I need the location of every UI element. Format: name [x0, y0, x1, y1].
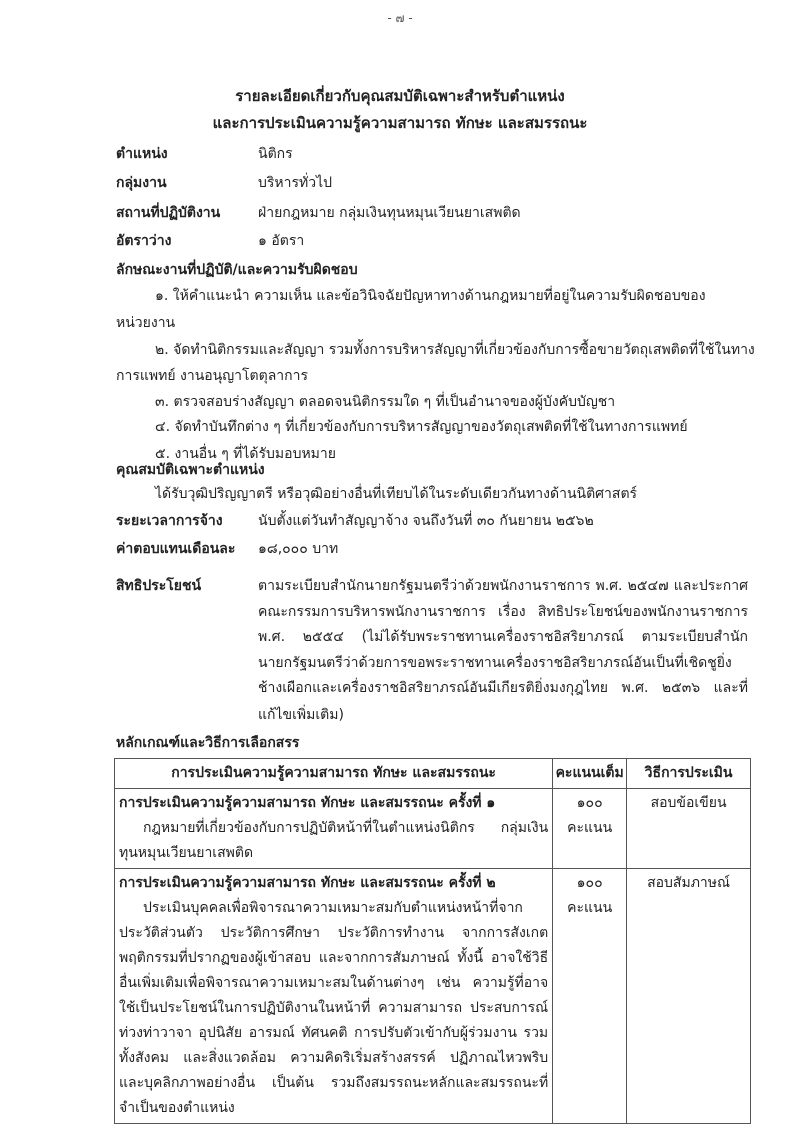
position-label: ตำแหน่ง [116, 146, 168, 162]
assessment-cell [115, 869, 553, 1124]
page-number: - ๗ - [387, 11, 413, 25]
score-cell [553, 789, 627, 869]
benefits-line: ตามระเบียบสำนักนายกรัฐมนตรีว่าด้วยพนักงานราชการ พ.ศ. ๒๕๔๗ และประกาศ [258, 578, 748, 594]
duty-item-cont: หน่วยงาน [116, 315, 176, 331]
assessment-cell [115, 789, 553, 869]
method-cell: สอบข้อเขียน [627, 789, 751, 869]
duty-item: ๑. ให้คำแนะนำ ความเห็น และข้อวินิจฉัยปัญหาทางด้านกฎหมายที่อยู่ในความรับผิดชอบของ [155, 288, 706, 304]
column-header: วิธีการประเมิน [627, 759, 751, 789]
duty-item: ๓. ตรวจสอบร่างสัญญา ตลอดจนนิติกรรมใด ๆ ที่เป็นอำนาจของผู้บังคับบัญชา [155, 394, 616, 410]
pay-value: ๑๘,๐๐๐ บาท [258, 541, 339, 557]
duty-item-cont: การแพทย์ งานอนุญาโตตุลาการ [116, 368, 309, 384]
duration-value: นับตั้งแต่วันทำสัญญาจ้าง จนถึงวันที่ ๓๐ กันยายน ๒๕๖๒ [258, 513, 594, 529]
benefits-line: ช้างเผือกและเครื่องราชอิสริยาภรณ์อันมีเกียรติยิ่งมงกุฎไทย พ.ศ. ๒๕๓๖ และที่ [258, 680, 748, 696]
column-header: คะแนนเต็ม [553, 759, 627, 789]
benefits-label: สิทธิประโยชน์ [116, 578, 202, 594]
vacancy-value: ๑ อัตรา [258, 233, 305, 249]
duty-item: ๒. จัดทำนิติกรรมและสัญญา รวมทั้งการบริหารสัญญาที่เกี่ยวข้องกับการซื้อขายวัตถุเสพติดที่ใช้ในทาง [155, 342, 755, 358]
assessment-desc: ประเมินบุคคลเพื่อพิจารณาความเหมาะสมกับตำแหน่งหน้าที่จากประวัติส่วนตัว ประวัติการศึกษา ประวัติการทำงาน จากการสังเกตพฤติกรรมที่ปรากฏของผู้เข้าสอบ และจากการสัมภาษณ์ ทั้งนี้ อาจใช้วิธีอื่นเพิ่มเติมเพื่อพิจารณาความเหมาะสมในด้านต่างๆ เช่น ความรู้ที่อาจใช้เป็นประโยชน์ในการปฏิบัติงานในหน้าที่ ความสามารถ ประสบการณ์ ท่วงท่าวาจา อุปนิสัย อารมณ์ ทัศนคติ การปรับตัวเข้ากับผู้ร่วมงาน รวมทั้งสังคม และสิ่งแวดล้อม ความคิดริเริ่มสร้างสรรค์ ปฏิภาณไหวพริบ และบุคลิกภาพอย่างอื่น เป็นต้น รวมถึงสมรรถนะหลักและสมรรถนะที่จำเป็นของตำแหน่ง [119, 900, 549, 1116]
assessment-title: การประเมินความรู้ความสามารถ ทักษะ และสมรรถนะ ครั้งที่ ๒ [119, 875, 496, 891]
criteria-table [114, 758, 751, 1124]
qualification-text: ได้รับวุฒิปริญญาตรี หรือวุฒิอย่างอื่นที่เทียบได้ในระดับเดียวกันทางด้านนิติศาสตร์ [155, 486, 638, 502]
duty-item: ๕. งานอื่น ๆ ที่ได้รับมอบหมาย [155, 446, 336, 462]
position-value: นิติกร [258, 146, 293, 162]
duties-heading: ลักษณะงานที่ปฏิบัติ/และความรับผิดชอบ [116, 262, 358, 278]
duty-item: ๔. จัดทำบันทึกต่าง ๆ ที่เกี่ยวข้องกับการบริหารสัญญาของวัตถุเสพติดที่ใช้ในทางการแพทย์ [155, 419, 688, 435]
table-row [115, 789, 751, 869]
title-line-2: และการประเมินความรู้ความสามารถ ทักษะ และสมรรถนะ [212, 114, 588, 132]
score-unit: คะแนน [567, 900, 613, 916]
qualification-heading: คุณสมบัติเฉพาะตำแหน่ง [116, 462, 265, 478]
score-cell [553, 869, 627, 1124]
group-label: กลุ่มงาน [116, 175, 167, 191]
benefits-line: นายกรัฐมนตรีว่าด้วยการขอพระราชทานเครื่องราชอิสริยาภรณ์อันเป็นที่เชิดชูยิ่ง [258, 655, 732, 671]
table-header-row [115, 759, 751, 789]
method-cell: สอบสัมภาษณ์ [627, 869, 751, 1124]
workplace-value: ฝ่ายกฎหมาย กลุ่มเงินทุนหมุนเวียนยาเสพติด [258, 205, 521, 221]
column-header: การประเมินความรู้ความสามารถ ทักษะ และสมรรถนะ [115, 759, 553, 789]
benefits-line: คณะกรรมการบริหารพนักงานราชการ เรื่อง สิทธิประโยชน์ของพนักงานราชการ [258, 604, 748, 620]
benefits-line: แก้ไขเพิ่มเติม) [258, 707, 344, 723]
score-unit: คะแนน [567, 820, 613, 836]
criteria-heading: หลักเกณฑ์และวิธีการเลือกสรร [116, 735, 300, 751]
score-value: ๑๐๐ [576, 875, 603, 891]
benefits-line: พ.ศ. ๒๕๕๔ (ไม่ได้รับพระราชทานเครื่องราชอิสริยาภรณ์ ตามระเบียบสำนัก [258, 629, 748, 645]
title-line-1: รายละเอียดเกี่ยวกับคุณสมบัติเฉพาะสำหรับตำแหน่ง [235, 87, 565, 105]
group-value: บริหารทั่วไป [258, 175, 333, 191]
score-value: ๑๐๐ [576, 795, 603, 811]
pay-label: ค่าตอบแทนเดือนละ [116, 541, 236, 557]
vacancy-label: อัตราว่าง [116, 233, 172, 249]
assessment-desc: กฎหมายที่เกี่ยวข้องกับการปฏิบัติหน้าที่ในตำแหน่งนิติกร กลุ่มเงินทุนหมุนเวียนยาเสพติด [119, 820, 549, 861]
table-row [115, 869, 751, 1124]
duration-label: ระยะเวลาการจ้าง [116, 513, 223, 529]
workplace-label: สถานที่ปฏิบัติงาน [116, 205, 221, 221]
assessment-title: การประเมินความรู้ความสามารถ ทักษะ และสมรรถนะ ครั้งที่ ๑ [119, 795, 496, 811]
